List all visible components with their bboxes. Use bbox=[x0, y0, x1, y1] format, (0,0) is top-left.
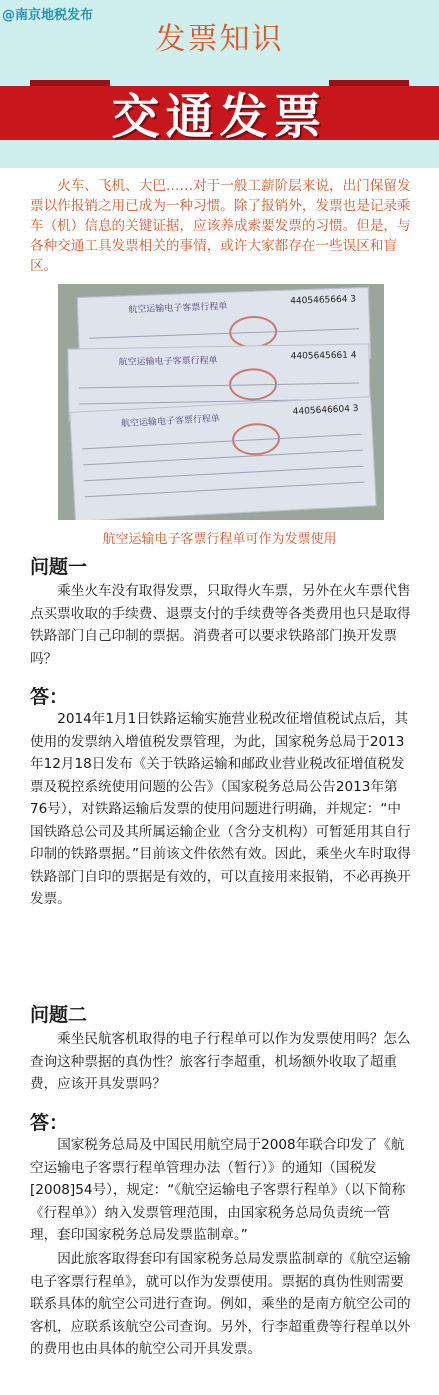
ticket-rule bbox=[82, 434, 362, 450]
answer-1-text: 2014年1月1日铁路运输实施营业税改征增值税试点后，其使用的发票纳入增值税发票管理，为此，国家税务总局于2013年12月18日发布《关于铁路运输和邮政业营业税改征增值税发票及税控系统使用问题的公告》（国家税务总局公告2013年第76号），对铁路运输后发票的使用问题进行明确，并规定：“中国铁路总公司及其所属运输企业（含分支机构）可暂延用其自行印制的铁路票据。”目前该文件依然有效。因此，乘坐火车时取得铁路部门自印的票据是有效的，可以直接用来报销，不必再换开发票。 bbox=[30, 711, 411, 907]
header-banner bbox=[0, 0, 439, 168]
ticket-number: 4405646604 3 bbox=[292, 403, 359, 418]
ticket-rule bbox=[79, 383, 359, 389]
ticket-header: 航空运输电子客票行程单 bbox=[118, 356, 218, 368]
intro-paragraph: 火车、飞机、大巴……对于一般工薪阶层来说，出门保留发票以作报销之用已成为一种习惯。除了报销外，发票也是记录乘车（机）信息的关键证据，应该养成索要发票的习惯。但是，与各种交通工具发票相关的事情，或许大家都存在一些误区和盲区。 bbox=[30, 178, 411, 274]
page-title: 交通发票 bbox=[111, 89, 328, 145]
answer-2-paragraph-2: 因此旅客取得套印有国家税务总局发票监制章的《航空运输电子客票行程单》，就可以作为发票使用。票据的真伪性则需要联系具体的航空公司进行查询。例如，乘坐的是南方航空公司的客机，应联系该航空公司查询。另外，行李超重费等行程单以外的费用也由具体的航空公司开具发票。 bbox=[30, 1251, 411, 1357]
ticket-rule bbox=[85, 482, 365, 498]
ticket-rule bbox=[89, 328, 359, 338]
question-2-text: 乘坐民航客机取得的电子行程单可以作为发票使用吗？怎么查询这种票据的真伪性？旅客行李超重，机场额外收取了超重费，应该开具发票吗？ bbox=[30, 1031, 411, 1092]
ticket-number: 4405645661 4 bbox=[290, 350, 357, 362]
question-1-text: 乘坐火车没有取得发票，只取得火车票，另外在火车票代售点买票收取的手续费、退票支付的手续费等各类费用也只是取得铁路部门自己印制的票据。消费者可以要求铁路部门换开发票吗？ bbox=[30, 583, 411, 667]
page-subtitle: 发票知识 bbox=[155, 22, 284, 57]
ticket-rule bbox=[84, 466, 364, 482]
ticket-rule bbox=[83, 450, 363, 466]
answer-2-heading: 答： bbox=[30, 1112, 69, 1134]
weibo-account-tag[interactable]: @南京地税发布 bbox=[2, 8, 94, 23]
answer-1-heading: 答： bbox=[30, 686, 69, 708]
question-2-heading: 问题二 bbox=[30, 1004, 88, 1026]
answer-2-paragraph-1: 国家税务总局及中国民用航空局于2008年联合印发了《航空运输电子客票行程单管理办法（暂行）》的通知（国税发[2008]54号），规定：“《航空运输电子客票行程单》（以下简称《行程单》）纳入发票管理范围，由国家税务总局负责统一管理，套印国家税务总局发票监制章。” bbox=[30, 1137, 406, 1243]
question-1-heading: 问题一 bbox=[30, 556, 88, 578]
ticket-photo bbox=[58, 284, 384, 520]
ticket-header: 航空运输电子客票行程单 bbox=[128, 301, 228, 316]
photo-caption: 航空运输电子客票行程单可作为发票使用 bbox=[102, 532, 337, 547]
ticket-number: 4405465664 3 bbox=[290, 294, 357, 307]
ticket-image-3 bbox=[69, 396, 376, 520]
ticket-header: 航空运输电子客票行程单 bbox=[120, 414, 221, 430]
